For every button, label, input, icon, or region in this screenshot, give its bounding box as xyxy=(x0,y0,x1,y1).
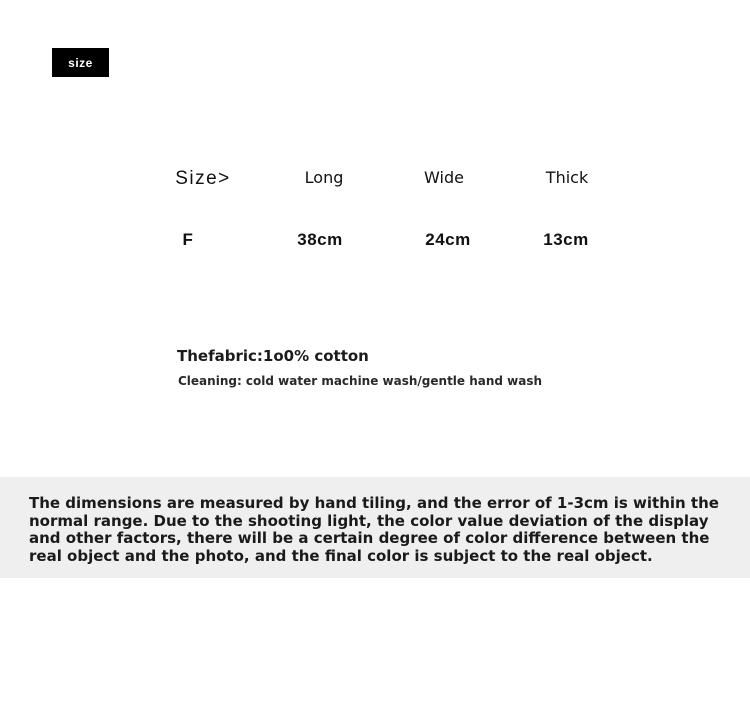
header-thick: Thick xyxy=(545,168,589,187)
header-size: Size> xyxy=(175,168,231,189)
size-label-tag: size xyxy=(52,48,109,77)
header-long: Long xyxy=(304,168,344,187)
row-long-value: 38cm xyxy=(297,230,343,249)
header-wide: Wide xyxy=(424,168,464,187)
row-wide-value: 24cm xyxy=(425,230,471,249)
row-size-value: F xyxy=(182,230,194,249)
fabric-info: Thefabric:1o0% cotton xyxy=(177,347,369,365)
row-thick-value: 13cm xyxy=(543,230,589,249)
notice-text: The dimensions are measured by hand tiling, and the error of 1-3cm is within the normal range. Due to the shooting light, the color value deviation of the display and other factors, there will be a certain degree of color difference between the real object and the photo, and the final color is subject to the real object. xyxy=(29,494,719,565)
cleaning-info: Cleaning: cold water machine wash/gentle hand wash xyxy=(178,374,543,388)
measurement-notice xyxy=(0,477,750,578)
